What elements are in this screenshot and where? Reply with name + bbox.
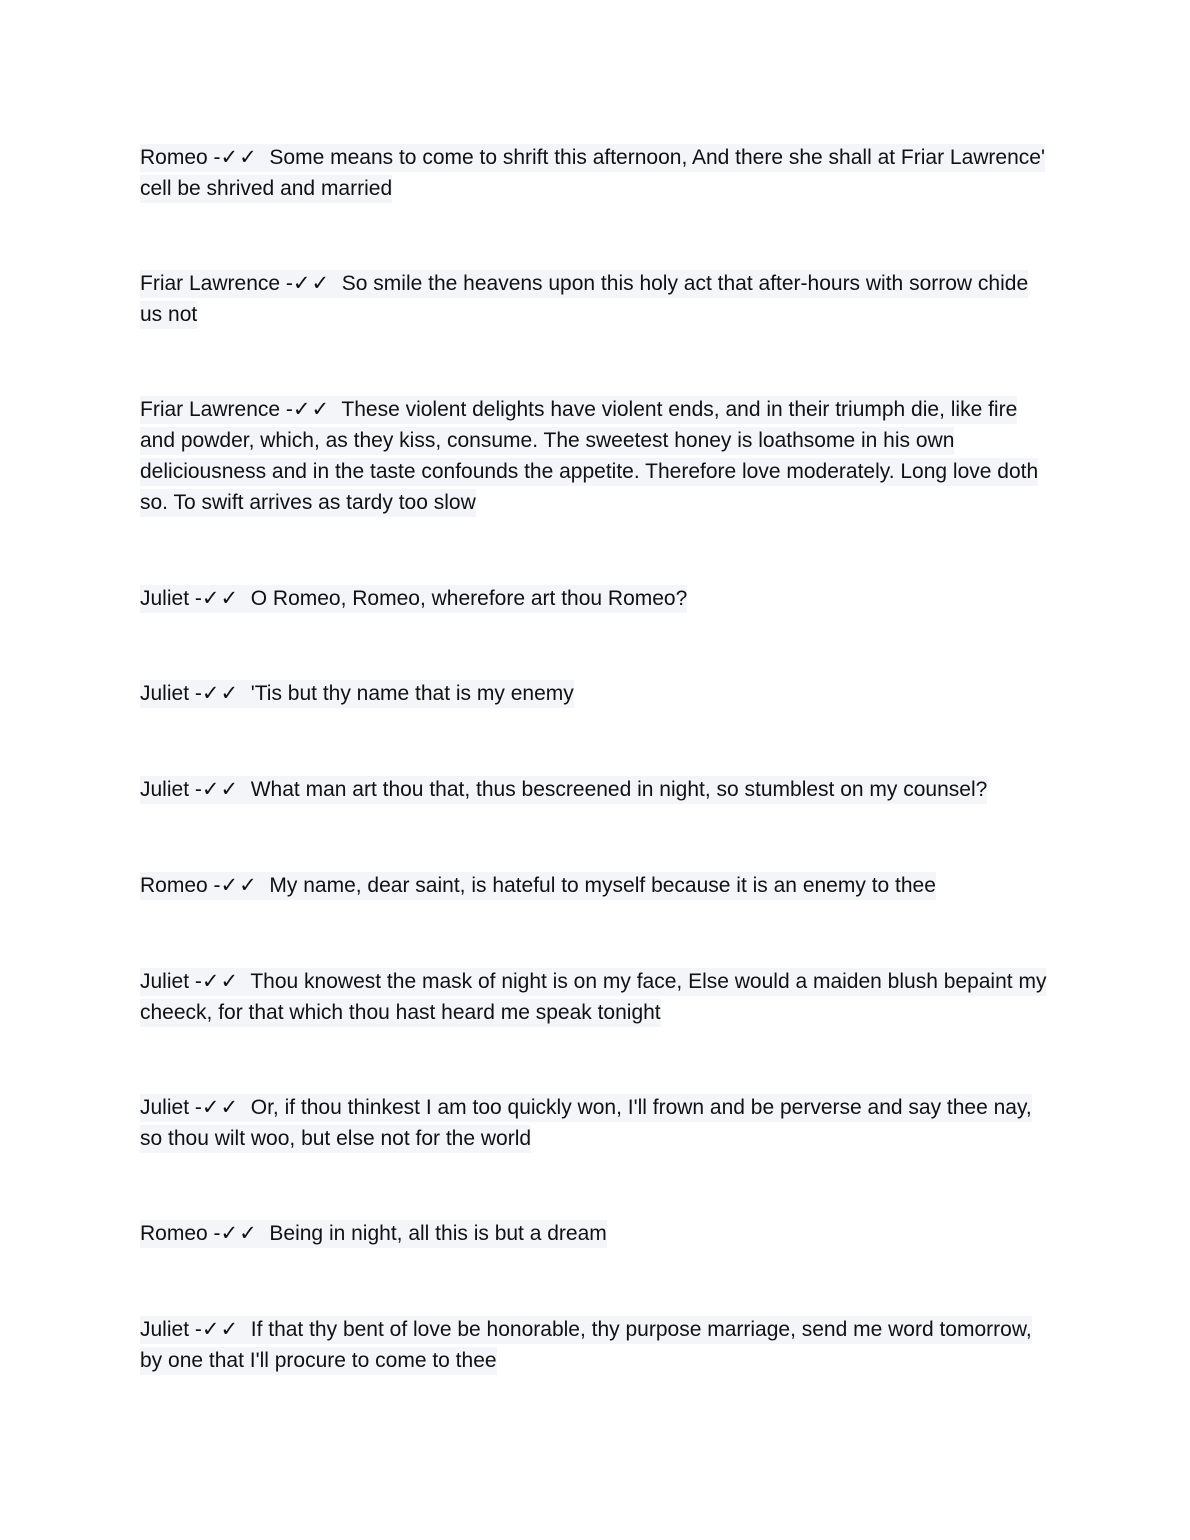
quote-text: These violent delights have violent ends, and in their triumph die, like fire and powder, which, as they kiss, consume. The sweetest honey is loathsome in his own deliciousness and in the taste confounds the appetite. Therefore love moderately. Long love doth so. To swift arrives as tardy too slow (140, 398, 1039, 514)
flashcard-entry (140, 583, 1050, 614)
double-check-icon: ✓✓ (201, 682, 240, 705)
quote-text: Or, if thou thinkest I am too quickly won, I'll frown and be perverse and say thee nay, so thou wilt woo, but else not for the world (140, 1096, 1032, 1150)
double-check-icon: ✓✓ (292, 398, 331, 421)
flashcard-entry (140, 268, 1050, 330)
quote-text: What man art thou that, thus bescreened in night, so stumblest on my counsel? (250, 778, 988, 801)
flashcard-entry (140, 966, 1050, 1028)
speaker-name: Juliet (140, 1096, 190, 1119)
quote-text: Thou knowest the mask of night is on my face, Else would a maiden blush bepaint my cheeck, for that which thou hast heard me speak tonight (140, 970, 1047, 1024)
separator: - (189, 970, 202, 993)
flashcard-entry (140, 1092, 1050, 1154)
separator: - (189, 682, 202, 705)
flashcard-entry (140, 394, 1050, 518)
separator: - (189, 1096, 202, 1119)
separator: - (207, 146, 221, 169)
quote-text: My name, dear saint, is hateful to myself because it is an enemy to thee (269, 874, 936, 897)
flashcard-entry (140, 142, 1050, 204)
speaker-name: Juliet (140, 587, 190, 610)
double-check-icon: ✓✓ (201, 1318, 240, 1341)
flashcard-entry (140, 774, 1050, 805)
flashcard-entry (140, 870, 1050, 901)
quote-text: Being in night, all this is but a dream (269, 1222, 607, 1245)
speaker-name: Romeo (140, 874, 208, 897)
double-check-icon: ✓✓ (220, 1222, 258, 1245)
speaker-name: Romeo (140, 146, 208, 169)
speaker-name: Juliet (140, 970, 190, 993)
double-check-icon: ✓✓ (201, 778, 240, 801)
speaker-name: Juliet (140, 1318, 190, 1341)
speaker-name: Romeo (140, 1222, 208, 1245)
quote-text: Some means to come to shrift this afternoon, And there she shall at Friar Lawrence' cell be shrived and married (140, 146, 1045, 200)
separator: - (207, 1222, 221, 1245)
quote-text: If that thy bent of love be honorable, thy purpose marriage, send me word tomorrow, by one that I'll procure to come to thee (140, 1318, 1032, 1372)
separator: - (280, 272, 293, 295)
speaker-name: Friar Lawrence (140, 398, 281, 421)
separator: - (189, 587, 202, 610)
flashcard-entry (140, 678, 1050, 709)
double-check-icon: ✓✓ (201, 970, 240, 993)
separator: - (207, 874, 221, 897)
separator: - (280, 398, 293, 421)
speaker-name: Friar Lawrence (140, 272, 281, 295)
quote-text: So smile the heavens upon this holy act that after-hours with sorrow chide us not (140, 272, 1029, 326)
separator: - (189, 1318, 202, 1341)
double-check-icon: ✓✓ (201, 587, 240, 610)
speaker-name: Juliet (140, 778, 190, 801)
double-check-icon: ✓✓ (201, 1096, 240, 1119)
double-check-icon: ✓✓ (292, 272, 331, 295)
separator: - (189, 778, 202, 801)
double-check-icon: ✓✓ (220, 146, 258, 169)
quote-text: O Romeo, Romeo, wherefore art thou Romeo? (250, 587, 688, 610)
speaker-name: Juliet (140, 682, 190, 705)
flashcard-entry (140, 1314, 1050, 1376)
quote-text: 'Tis but thy name that is my enemy (250, 682, 574, 705)
flashcard-entry (140, 1218, 1050, 1249)
double-check-icon: ✓✓ (220, 874, 258, 897)
